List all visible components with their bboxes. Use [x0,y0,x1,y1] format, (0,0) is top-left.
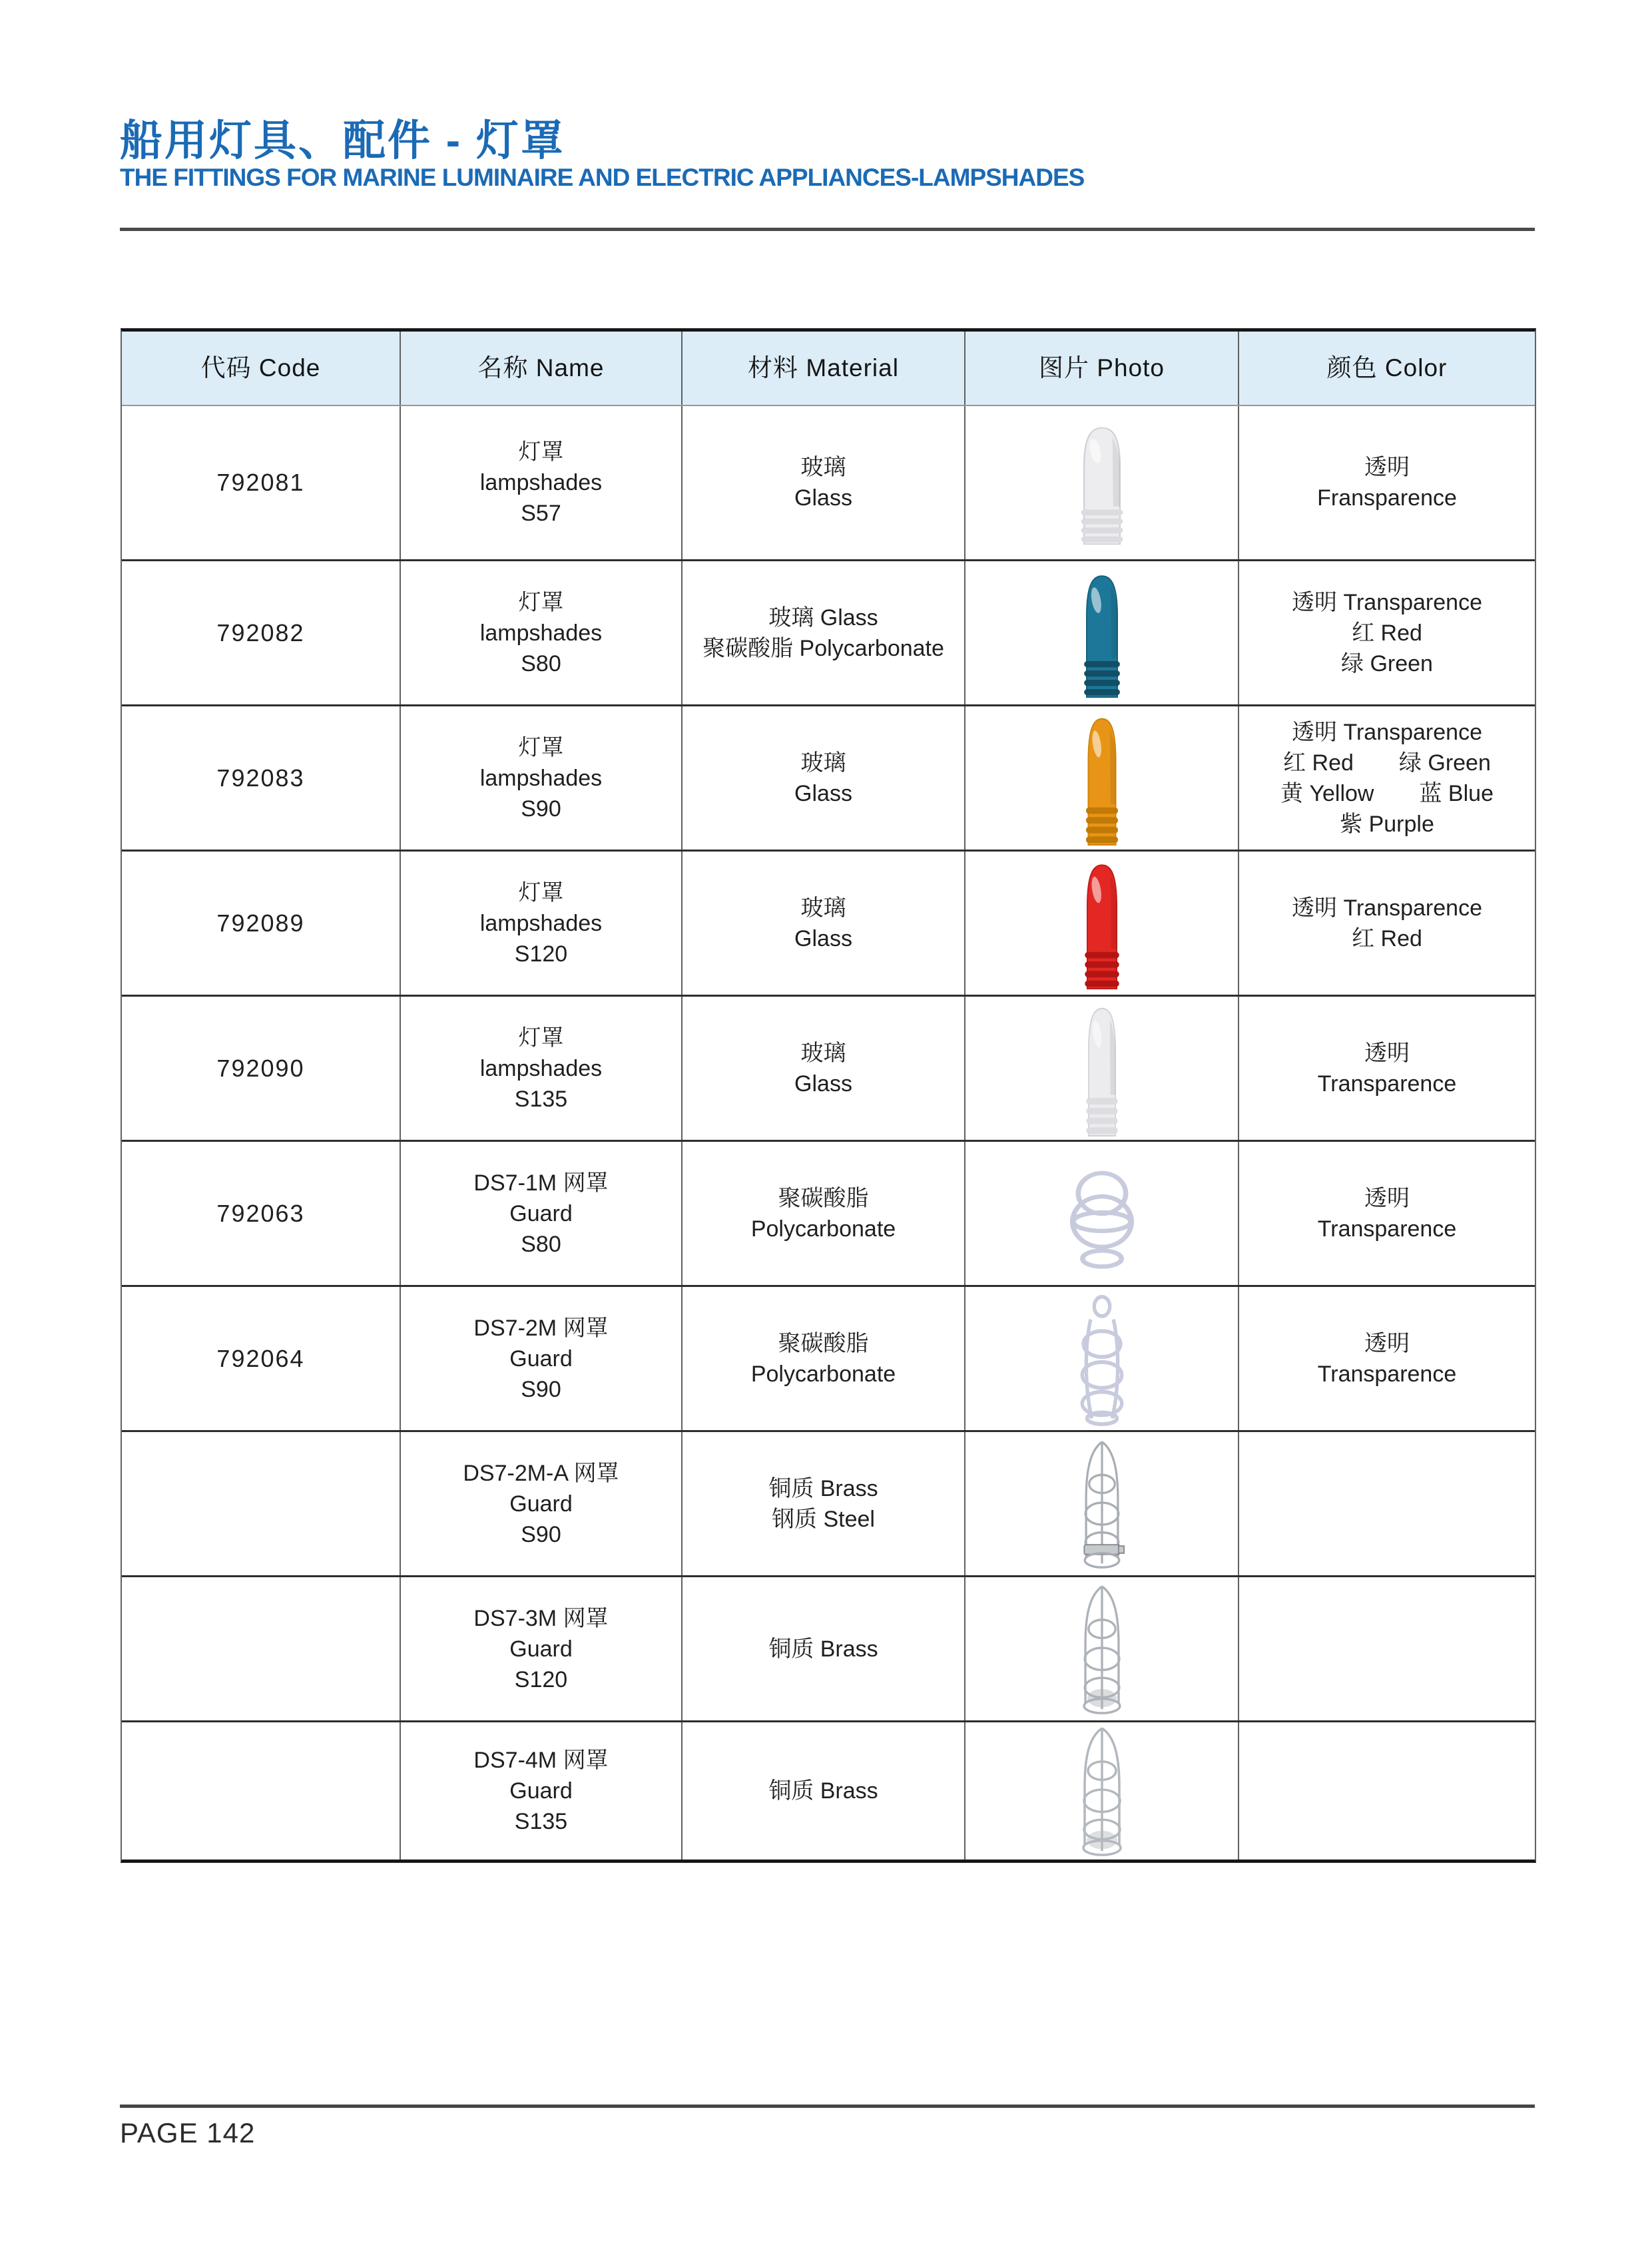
text-line: Transparence [1317,1071,1457,1097]
cell-code [122,997,400,1140]
text-line: S57 [521,501,561,526]
guard-ds7-2m-a-photo [964,1432,1238,1575]
cell-color [1238,1142,1535,1285]
text-line: Guard [509,1200,573,1226]
text-line: Fransparence [1317,485,1457,511]
lampshade-s135-photo [964,997,1238,1140]
cell-material [681,1722,964,1860]
text-line: Glass [794,780,852,806]
text-line: 红 Red [1352,620,1422,646]
table-row [122,1140,1535,1285]
lampshade-s120-photo [964,852,1238,995]
text-line: 792089 [216,909,305,937]
cell-name [400,706,681,850]
text-line: 792063 [216,1199,305,1227]
table-row [122,995,1535,1140]
text-line: 792081 [216,469,305,496]
table-row [122,704,1535,850]
table-row [122,850,1535,995]
text-line: 钢质 Steel [772,1506,875,1532]
text-line: 灯罩 [518,589,564,615]
text-line: 透明 [1364,1185,1410,1211]
text-line: 铜质 Brass [768,1475,878,1501]
text-line: Guard [509,1346,573,1371]
text-line: 透明 [1364,455,1410,480]
text-line: 聚碳酸脂 Polycarbonate [702,635,944,661]
text-line: Transparence [1317,1361,1457,1387]
text-line: 铜质 Brass [768,1636,878,1662]
text-line: S90 [521,1376,561,1402]
text-line: lampshades [479,910,603,936]
text-line: 红 Red 绿 Green [1283,750,1491,776]
cell-code [122,852,400,995]
cell-material [681,997,964,1140]
text-line: S120 [514,941,568,967]
cell-code [122,1722,400,1860]
cell-material [681,406,964,559]
text-line: 792064 [216,1344,305,1372]
cell-color [1238,706,1535,850]
text-line: DS7-2M-A 网罩 [463,1460,619,1486]
table-row [122,559,1535,704]
cell-name [400,561,681,704]
text-line: 玻璃 [800,750,846,776]
cell-color [1238,406,1535,559]
column-header-photo: 图片 Photo [964,332,1238,405]
cell-color [1238,852,1535,995]
text-line: Guard [509,1636,573,1662]
table-row [122,1285,1535,1430]
page-number: PAGE 142 [120,2117,256,2148]
text-line: 铜质 Brass [768,1778,878,1804]
footer-divider [120,2105,1535,2108]
cell-material [681,1432,964,1575]
text-line: 玻璃 [800,1040,846,1066]
table-row [122,1430,1535,1575]
cell-name [400,1577,681,1720]
cell-code [122,561,400,704]
cell-color [1238,561,1535,704]
cell-material [681,1577,964,1720]
cell-material [681,561,964,704]
text-line: 792090 [216,1054,305,1082]
table-row [122,1575,1535,1720]
text-line: S80 [521,650,561,676]
text-line: 透明 Transparence [1292,589,1482,615]
text-line: Guard [509,1491,573,1517]
text-line: 玻璃 [800,455,846,480]
text-line: DS7-4M 网罩 [473,1748,609,1773]
text-line: 透明 Transparence [1292,719,1482,745]
text-line: Glass [794,485,852,511]
cell-code [122,1287,400,1430]
text-line: Transparence [1317,1216,1457,1242]
lampshade-s90-photo [964,706,1238,850]
column-header-code: 代码 Code [200,354,321,381]
text-line: lampshades [479,470,603,495]
cell-material [681,1142,964,1285]
text-line: Glass [794,1071,852,1097]
page-title: 船用灯具、配件 - 灯罩 [120,117,565,164]
text-line: S135 [514,1809,568,1834]
cell-color [1238,1432,1535,1575]
guard-ds7-1m-photo [964,1142,1238,1285]
text-line: 灯罩 [518,439,564,465]
text-line: 792083 [216,764,305,792]
text-line: 黄 Yellow 蓝 Blue [1280,780,1494,806]
column-header-name: 名称 Name [400,332,681,405]
text-line: lampshades [479,620,603,646]
cell-material [681,706,964,850]
cell-code [122,1142,400,1285]
header-divider [120,228,1535,231]
guard-ds7-4m-photo [964,1722,1238,1860]
text-line: 透明 [1364,1040,1410,1066]
text-line: 透明 [1364,1330,1410,1356]
text-line: 玻璃 Glass [768,605,878,630]
text-line: 灯罩 [518,734,564,760]
table-row [122,405,1535,559]
text-line: 红 Red [1352,925,1422,951]
text-line: 透明 Transparence [1292,895,1482,921]
text-line: S90 [521,1521,561,1547]
text-line: DS7-3M 网罩 [473,1605,609,1631]
products-table [121,328,1536,1863]
lampshade-s80-photo [964,561,1238,704]
text-line: Guard [509,1778,573,1804]
text-line: 灯罩 [518,879,564,905]
cell-name [400,852,681,995]
cell-color [1238,1722,1535,1860]
column-header-color: 颜色 Color [1238,332,1535,405]
cell-name [400,406,681,559]
text-line: DS7-2M 网罩 [473,1315,609,1341]
cell-name [400,1287,681,1430]
text-line: lampshades [479,1055,603,1081]
cell-material [681,852,964,995]
text-line: S135 [514,1086,568,1112]
cell-material [681,1287,964,1430]
page-subtitle: THE FITTINGS FOR MARINE LUMINAIRE AND ELECTRIC APPLIANCES-LAMPSHADES [120,164,1085,191]
cell-name [400,997,681,1140]
cell-color [1238,1287,1535,1430]
text-line: S90 [521,796,561,822]
text-line: Polycarbonate [750,1216,896,1242]
text-line: 玻璃 [800,895,846,921]
text-line: Polycarbonate [750,1361,896,1387]
text-line: Glass [794,925,852,951]
cell-name [400,1722,681,1860]
text-line: DS7-1M 网罩 [473,1170,609,1196]
text-line: 紫 Purple [1340,811,1434,837]
cell-name [400,1432,681,1575]
cell-code [122,406,400,559]
table-row [122,1720,1535,1860]
text-line: 792082 [216,619,305,646]
text-line: 绿 Green [1341,650,1433,676]
table-header-row [122,332,1535,405]
cell-code [122,1577,400,1720]
lampshade-s57-photo [964,406,1238,559]
cell-color [1238,997,1535,1140]
cell-color [1238,1577,1535,1720]
text-line: lampshades [479,765,603,791]
text-line: 灯罩 [518,1025,564,1051]
text-line: S120 [514,1666,568,1692]
cell-code [122,706,400,850]
guard-ds7-3m-photo [964,1577,1238,1720]
cell-code [122,1432,400,1575]
column-header-material: 材料 Material [681,332,964,405]
cell-name [400,1142,681,1285]
text-line: 聚碳酸脂 [778,1185,869,1211]
text-line: S80 [521,1231,561,1257]
guard-ds7-2m-photo [964,1287,1238,1430]
text-line: 聚碳酸脂 [778,1330,869,1356]
